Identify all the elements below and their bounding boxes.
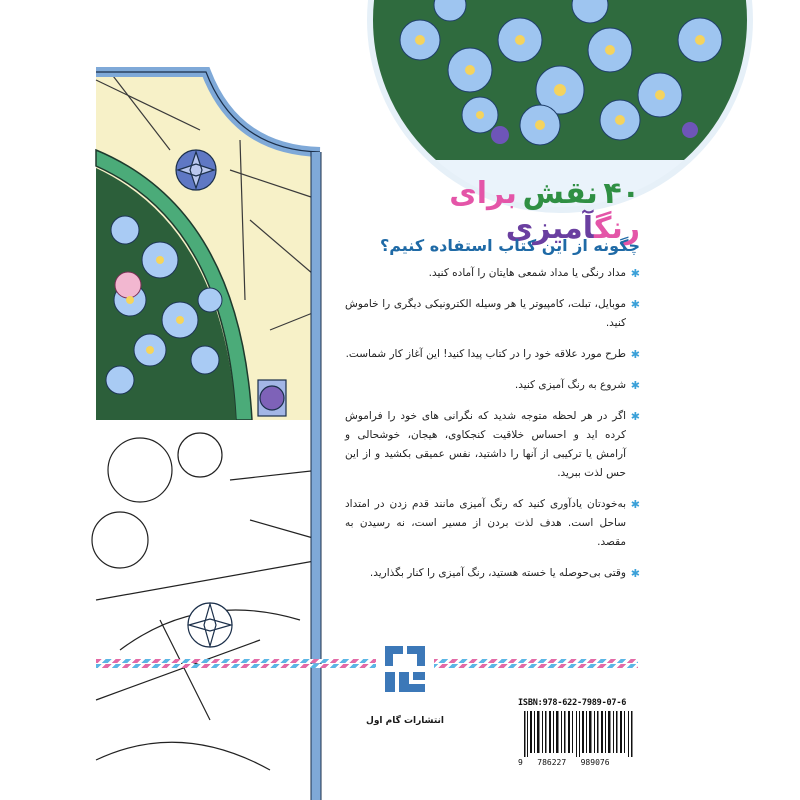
title-word-rang: رنگ <box>594 211 640 246</box>
star-bullet-icon: ✱ <box>630 567 640 580</box>
instructions-list <box>345 264 640 595</box>
title-word-amizi: آمیزی <box>505 211 595 246</box>
star-bullet-icon: ✱ <box>630 498 640 511</box>
isbn-block <box>518 698 640 772</box>
title-word-naghsh: نقش <box>522 176 598 211</box>
instruction-item: ✱ اگر در هر لحظه متوجه شدید که نگرانی های خود را فراموش کرده اید و احساس خلاقیت کنجکاوی، هیجان، خوشحالی و آرامش یا ترکیبی از آنها را داشتید، نفس عمیقی بکشید و از این حس لذت ببرید. <box>345 407 640 483</box>
barcode-digits: 9 786227 989076 <box>518 758 610 767</box>
instruction-item: ✱ به‌خودتان یادآوری کنید که رنگ آمیزی مانند قدم زدن در امتداد ساحل است. هدف لذت بردن از مسیر است، نه رسیدن به مقصد. <box>345 495 640 552</box>
instruction-item: ✱ وقتی بی‌حوصله یا خسته هستید، رنگ آمیزی را کنار بگذارید. <box>345 564 640 583</box>
star-bullet-icon: ✱ <box>630 379 640 392</box>
instruction-item: ✱ طرح مورد علاقه خود را در کتاب پیدا کنید! این آغاز کار شماست. <box>345 345 640 364</box>
publisher-name: انتشارات گام اول <box>366 716 444 726</box>
gam-avval-logo-icon <box>379 640 431 698</box>
star-bullet-icon: ✱ <box>630 267 640 280</box>
title-word-baraye: برای <box>449 176 517 211</box>
decorative-stripe-bottom <box>96 664 638 668</box>
star-bullet-icon: ✱ <box>630 298 640 311</box>
isbn-number: ISBN:978-622-7989-07-6 <box>518 698 627 708</box>
decorative-stripe-top <box>96 659 638 663</box>
publisher-logo <box>376 636 434 718</box>
star-bullet-icon: ✱ <box>630 348 640 361</box>
instruction-item: ✱ مداد رنگی یا مداد شمعی هایتان را آماده کنید. <box>345 264 640 283</box>
usage-question-heading: چگونه از این کتاب استفاده کنیم؟ <box>379 236 640 255</box>
star-bullet-icon: ✱ <box>630 410 640 423</box>
title-number: ۴۰ <box>603 176 640 211</box>
instruction-item: ✱ شروع به رنگ آمیزی کنید. <box>345 376 640 395</box>
barcode-icon <box>522 711 634 757</box>
instruction-item: ✱ موبایل، تبلت، کامپیوتر یا هر وسیله الکترونیکی دیگری را خاموش کنید. <box>345 295 640 333</box>
left-window-panel <box>92 72 321 800</box>
